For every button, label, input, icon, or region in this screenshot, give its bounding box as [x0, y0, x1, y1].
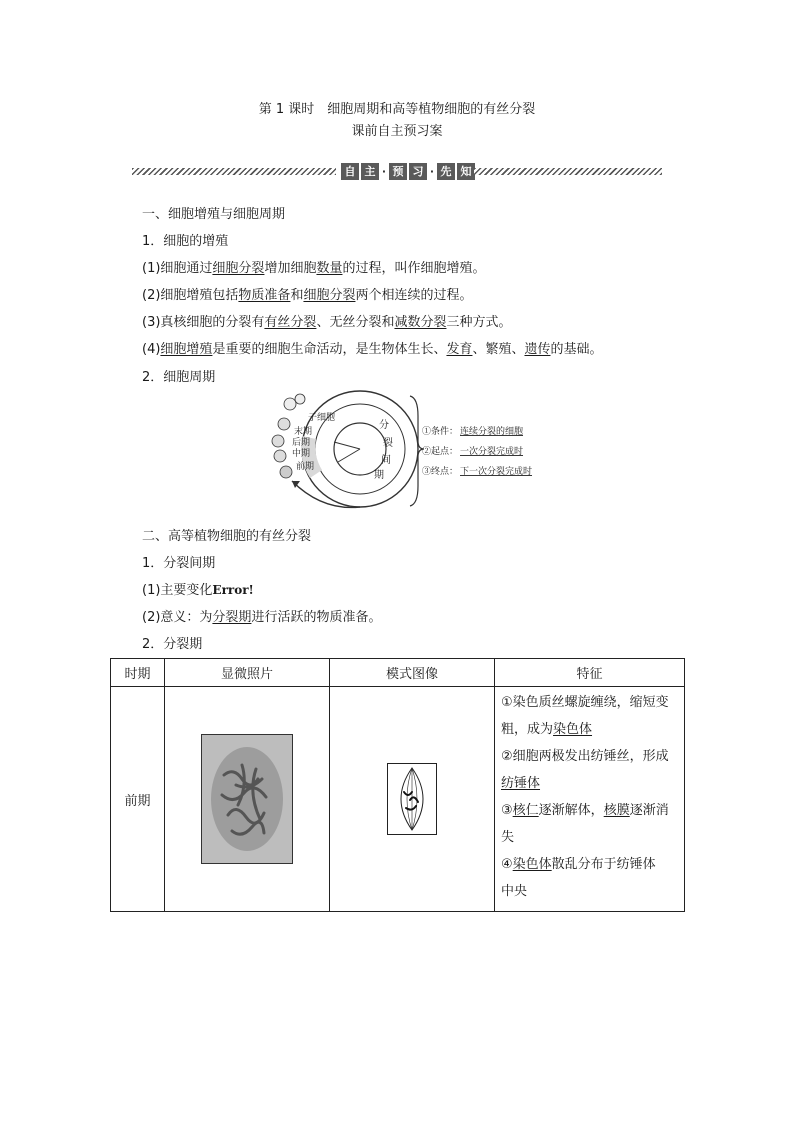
- cell-icon: [280, 466, 292, 478]
- text: 三种方式。: [446, 315, 512, 330]
- note-value: 连续分裂的细胞: [460, 426, 524, 436]
- micrograph-image: [201, 734, 293, 864]
- answer-text: 有丝分裂: [264, 315, 317, 330]
- answer-text: 核仁: [512, 803, 539, 818]
- mitosis-table: [110, 658, 685, 912]
- cell-icon: [295, 394, 305, 404]
- text: ④: [501, 857, 513, 872]
- feature-1-line-1: ①染色质丝螺旋缠绕，缩短变: [501, 695, 669, 710]
- micrograph-drawing: [202, 735, 292, 863]
- answer-text: 遗传: [524, 342, 551, 357]
- feature-2-line-2: [501, 770, 678, 797]
- banner-label: [340, 160, 476, 182]
- banner-stripe-left: [132, 168, 336, 175]
- table-row: [111, 687, 685, 912]
- interphase-label-char: 分: [379, 420, 389, 431]
- text: 是重要的细胞生命活动，是生物体生长、: [212, 342, 447, 357]
- lesson-subtitle: 课前自主预习案: [351, 124, 443, 139]
- note-label: ③终点：: [422, 466, 459, 476]
- chromosome-marks: [404, 792, 418, 810]
- cell-icon: [272, 435, 284, 447]
- phase-label: 末期: [294, 426, 313, 436]
- banner-char: 预: [389, 163, 407, 180]
- text: 和: [290, 288, 304, 303]
- answer-text: 核膜: [603, 803, 630, 818]
- answer-text: 染色体: [512, 857, 552, 872]
- section-heading-2: 二、高等植物细胞的有丝分裂: [142, 529, 312, 544]
- banner-stripe-right: [474, 168, 662, 175]
- paragraph-1: [142, 257, 485, 276]
- phase-label: 中期: [292, 448, 311, 458]
- subheading-interphase: 1．分裂间期: [142, 556, 216, 571]
- schematic-cell: [330, 687, 495, 912]
- phase-label: 前期: [296, 461, 315, 471]
- schematic-image: [387, 763, 437, 835]
- text: 粗，成为: [501, 722, 554, 737]
- section-banner: [132, 160, 662, 182]
- text: 散乱分布于纺锤体: [551, 857, 656, 872]
- answer-text: 数量: [316, 261, 343, 276]
- phase-label: 子细胞: [308, 412, 336, 422]
- paragraph-interphase-1: [142, 579, 254, 598]
- subheading-cell-proliferation: 1．细胞的增殖: [142, 234, 229, 249]
- answer-text: 物质准备: [238, 288, 291, 303]
- paragraph-interphase-2: [142, 606, 381, 625]
- table-header-cell: 模式图像: [330, 659, 495, 687]
- answer-text: 纺锤体: [501, 776, 541, 791]
- cell-icon: [284, 398, 296, 410]
- text: 、繁殖、: [472, 342, 525, 357]
- lesson-title: 第 1 课时 细胞周期和高等植物细胞的有丝分裂: [258, 102, 536, 117]
- text: 、无丝分裂和: [316, 315, 395, 330]
- cell-cycle-diagram: [262, 386, 562, 512]
- answer-text: 发育: [446, 342, 473, 357]
- cycle-arrow: [292, 481, 360, 507]
- feature-2-line-1: ②细胞两极发出纺锤丝，形成: [501, 749, 669, 764]
- section-heading-1: 一、细胞增殖与细胞周期: [142, 207, 286, 222]
- features-cell: [495, 687, 685, 912]
- text: 逐渐解体，: [538, 803, 604, 818]
- error-text: Error!: [212, 583, 254, 597]
- text: (3)真核细胞的分裂有: [142, 315, 265, 330]
- phase-cell: 前期: [111, 687, 165, 912]
- table-header-cell: 显微照片: [165, 659, 330, 687]
- subheading-division-phase: 2．分裂期: [142, 637, 203, 652]
- schematic-drawing: [388, 764, 436, 834]
- cell-icon: [274, 450, 286, 462]
- answer-text: 细胞分裂: [303, 288, 356, 303]
- interphase-label-char: 裂: [383, 438, 393, 449]
- answer-text: 染色体: [553, 722, 593, 737]
- feature-3-line-2: 失: [501, 830, 515, 845]
- answer-text: 分裂期: [212, 610, 252, 625]
- interphase-label-char: 期: [374, 470, 384, 481]
- note-value: 下一次分裂完成时: [460, 466, 533, 476]
- text: 逐渐消: [629, 803, 669, 818]
- note-label: ②起点：: [422, 446, 459, 456]
- feature-4-line-2: 中央: [501, 884, 528, 899]
- feature-4-line-1: [501, 851, 678, 878]
- banner-char: 习: [409, 163, 427, 180]
- phase-label: 后期: [292, 437, 311, 447]
- interphase-label-char: 间: [381, 455, 391, 466]
- paragraph-2: [142, 284, 472, 303]
- paragraph-4: [142, 338, 603, 357]
- banner-char: 主: [361, 163, 379, 180]
- banner-char: 知: [457, 163, 475, 180]
- table-header-cell: 时期: [111, 659, 165, 687]
- feature-3-line-1: [501, 797, 678, 824]
- table-header-cell: 特征: [495, 659, 685, 687]
- text: 进行活跃的物质准备。: [251, 610, 382, 625]
- banner-char: 自: [341, 163, 359, 180]
- cell-icon: [278, 418, 290, 430]
- nucleus-shape: [211, 747, 283, 851]
- text: (1)主要变化: [142, 583, 213, 598]
- text: (1)细胞通过: [142, 261, 213, 276]
- feature-1-line-2: [501, 716, 678, 743]
- text: 增加细胞: [264, 261, 317, 276]
- answer-text: 细胞分裂: [212, 261, 265, 276]
- subheading-cell-cycle: 2．细胞周期: [142, 370, 216, 385]
- micrograph-cell: [165, 687, 330, 912]
- text: (2)意义：为: [142, 610, 213, 625]
- answer-text: 减数分裂: [394, 315, 447, 330]
- text: (2)细胞增殖包括: [142, 288, 239, 303]
- note-value: 一次分裂完成时: [460, 446, 524, 456]
- note-label: ①条件：: [422, 426, 459, 436]
- text: 的基础。: [550, 342, 603, 357]
- text: 的过程，叫作细胞增殖。: [342, 261, 486, 276]
- text: 两个相连续的过程。: [355, 288, 473, 303]
- text: (4): [142, 342, 161, 357]
- table-header-row: [111, 659, 685, 687]
- banner-dot: ·: [429, 164, 435, 178]
- banner-char: 先: [437, 163, 455, 180]
- text: ③: [501, 803, 513, 818]
- banner-dot: ·: [381, 164, 387, 178]
- paragraph-3: [142, 311, 511, 330]
- answer-text: 细胞增殖: [160, 342, 213, 357]
